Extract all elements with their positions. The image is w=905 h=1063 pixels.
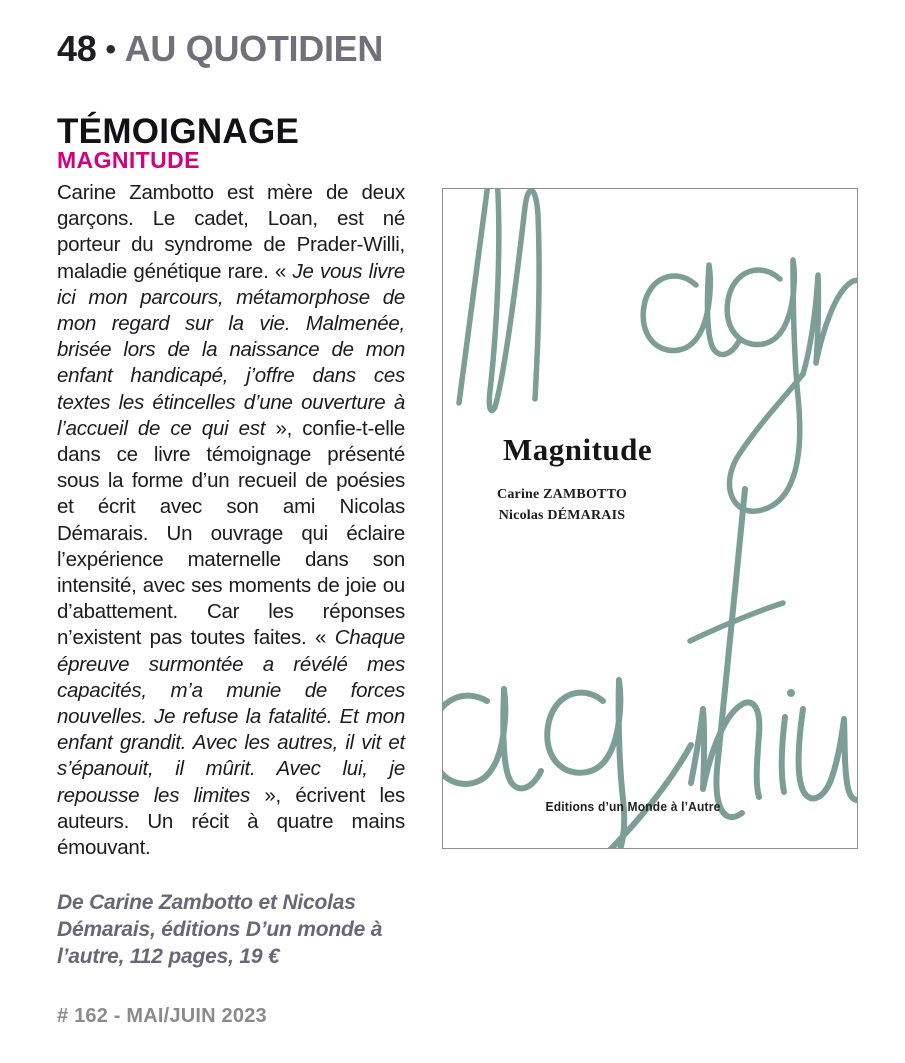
- body-segment: », écrivent les auteurs. Un récit à quatre mains émouvant.: [57, 783, 406, 860]
- article-body: [57, 180, 405, 861]
- body-segment-quote: Je vous livre ici mon parcours, métamorphose de mon regard sur la vie. Malmenée, brisée lors de la naissance de mon enfant handicapé, j’offre dans ces textes les étincelles d’une ouverture à l’accueil de ce qui est: [57, 259, 405, 440]
- script-letter-a2: [443, 689, 541, 788]
- script-letter-i: [782, 717, 785, 792]
- script-letter-t-crossbar: [690, 603, 783, 641]
- script-letter-g: [727, 260, 803, 511]
- article-title: MAGNITUDE: [57, 147, 200, 173]
- script-word-bottom: [443, 489, 858, 849]
- article-kicker: TÉMOIGNAGE: [57, 112, 300, 151]
- script-connector: [571, 745, 691, 849]
- cover-author-2: Nicolas DÉMARAIS: [498, 508, 626, 523]
- script-letter-M: [459, 189, 539, 410]
- header-bullet: •: [105, 33, 116, 66]
- section-title: AU QUOTIDIEN: [124, 28, 384, 69]
- script-letter-u: [799, 709, 858, 800]
- script-letter-g2: [547, 680, 624, 849]
- cover-publisher: Editions d’un Monde à l’Autre: [545, 800, 721, 814]
- credit-line-1: De Carine Zambotto et Nicolas: [57, 891, 356, 914]
- credit-line-2: Démarais, éditions D’un monde à: [57, 917, 383, 941]
- page-number: 48: [57, 28, 97, 69]
- credit-line-3: l’autre, 112 pages, 19 €: [57, 944, 280, 968]
- page-header: [57, 28, 383, 70]
- cover-author-1: Carine ZAMBOTTO: [497, 487, 627, 502]
- script-letter-n: [803, 275, 858, 374]
- issue-footer: # 162 - MAI/JUIN 2023: [57, 1005, 267, 1027]
- script-letter-t-stem: [716, 489, 745, 817]
- book-credit: [57, 890, 382, 970]
- script-i-dot: [787, 689, 795, 697]
- body-segment: », confie-t-elle dans ce livre témoignage présenté sous la forme d’un recueil de poésies et écrit avec son ami Nicolas Démarais. Un ouvrage qui éclaire l’expérience maternelle dans son intensité, avec ses moments de joie ou d’abattement. Car les réponses n’existent pas toutes faites. «: [57, 416, 405, 650]
- cover-authors: [477, 484, 647, 526]
- body-segment: Carine Zambotto est mère de deux garçons. Le cadet, Loan, est né porteur du syndrome de Prader-Willi, maladie génétique rare. «: [57, 181, 405, 283]
- book-cover: [442, 188, 858, 849]
- cover-title: Magnitude: [503, 432, 653, 467]
- body-segment-quote: Chaque épreuve surmontée a révélé mes capacités, m’a munie de forces nouvelles. Je refuse la fatalité. Et mon enfant grandit. Avec les autres, il vit et s’épanouit, il mûrit. Avec lui, je repousse les limites: [57, 626, 405, 807]
